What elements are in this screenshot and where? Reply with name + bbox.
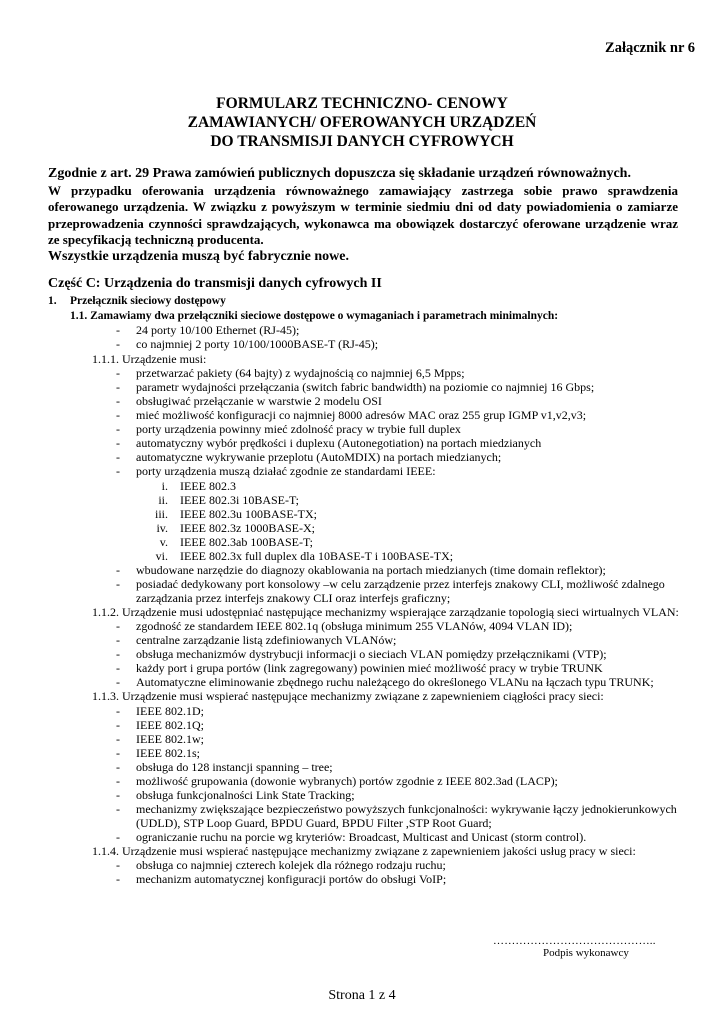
list-item: możliwość grupowania (dowonie wybranych) portów zgodnie z IEEE 802.3ad (LACP); [136,774,558,788]
item-number: 1. [48,295,57,307]
list-item: IEEE 802.3x full duplex dla 10BASE-T i 100BASE-TX; [180,549,454,563]
intro-verification-note: W przypadku oferowania urządzenia równoważnego zamawiający zastrzega sobie prawo sprawdzenia oferowanego urządzenia. W związku z powyższym w terminie siedmiu dni od daty powiadomienia o zamiarze przeprowadzenia czynności sprawdzających, wykonawca ma obowiązek dostarczyć oferowane urządzenie wraz ze specyfikacją techniczną producenta. [48,182,678,247]
bullet-dash: - [116,704,120,718]
list-item: obsługa mechanizmów dystrybucji informacji o sieciach VLAN pomiędzy przełącznikami (VTP); [136,647,607,661]
bullet-dash: - [116,746,120,760]
list-item: IEEE 802.1D; [136,704,204,718]
list-item: centralne zarządzanie listą zdefiniowanych VLANów; [136,633,397,647]
bullet-dash: - [116,774,120,788]
intro-new-devices-note: Wszystkie urządzenia muszą być fabrycznie nowe. [48,248,349,264]
bullet-dash: - [116,619,120,633]
list-item: parametr wydajności przełączania (switch fabric bandwidth) na poziomie co najmniej 16 Gbps; [136,380,595,394]
bullet-dash: - [116,732,120,746]
list-item: ograniczanie ruchu na porcie wg kryteriów: Broadcast, Multicast and Unicast (storm control). [136,830,587,844]
bullet-dash: - [116,788,120,802]
list-item: IEEE 802.3i 10BASE-T; [180,493,299,507]
list-item: obsługiwać przełączanie w warstwie 2 modelu OSI [136,394,382,408]
bullet-dash: - [116,830,120,844]
list-item: IEEE 802.3z 1000BASE-X; [180,521,315,535]
bullet-dash: - [116,872,120,886]
attachment-label: Załącznik nr 6 [605,40,695,56]
list-item: co najmniej 2 porty 10/100/1000BASE-T (RJ-45); [136,337,379,351]
item-heading: Przełącznik sieciowy dostępowy [70,295,226,307]
bullet-dash: - [116,337,120,351]
list-item: 24 porty 10/100 Ethernet (RJ-45); [136,323,300,337]
list-item: IEEE 802.1Q; [136,718,204,732]
subsection-heading: 1.1.2. Urządzenie musi udostępniać następujące mechanizmy wspierające zarządzanie topologią sieci wirtualnych VLAN: [92,605,679,619]
roman-number: vi. [155,549,168,563]
bullet-dash: - [116,436,120,450]
list-item-continuation: zarządzania przez interfejs znakowy CLI oraz interfejs graficzny; [136,591,451,605]
list-item: automatyczne wykrywanie przeplotu (AutoMDIX) na portach miedzianych; [136,450,502,464]
bullet-dash: - [116,408,120,422]
subsection-heading: 1.1.4. Urządzenie musi wspierać następujące mechanizmy związane z zapewnieniem jakości usług pracy w sieci: [92,844,636,858]
bullet-dash: - [116,802,120,816]
bullet-dash: - [116,633,120,647]
subsection-heading: 1.1.3. Urządzenie musi wspierać następujące mechanizmy związane z zapewnieniem ciągłości pracy sieci: [92,689,604,703]
list-item: automatyczny wybór prędkości i duplexu (Autonegotiation) na portach miedzianych [136,436,542,450]
bullet-dash: - [116,450,120,464]
list-item: porty urządzenia powinny mieć zdolność pracy w trybie full duplex [136,422,461,436]
bullet-dash: - [116,563,120,577]
bullet-dash: - [116,760,120,774]
page-number: Strona 1 z 4 [328,988,396,1003]
roman-number: iii. [154,507,168,521]
list-item: IEEE 802.3 [180,479,236,493]
signature-label: Podpis wykonawcy [543,947,629,959]
list-item: IEEE 802.1s; [136,746,200,760]
roman-number: ii. [158,493,168,507]
intro [48,166,678,265]
list-item: IEEE 802.1w; [136,732,204,746]
bullet-dash: - [116,366,120,380]
list-item: mieć możliwość konfiguracji co najmniej 8000 adresów MAC oraz 255 grup IGMP v1,v2,v3; [136,408,587,422]
bullet-dash: - [116,661,120,675]
roman-number: v. [159,535,168,549]
list-item: IEEE 802.3ab 100BASE-T; [180,535,313,549]
roman-number: iv. [156,521,168,535]
bullet-dash: - [116,577,120,591]
list-item: przetwarzać pakiety (64 bajty) z wydajnością co najmniej 6,5 Mpps; [136,366,465,380]
list-item: obsługa do 128 instancji spanning – tree; [136,760,333,774]
subitem-heading: 1.1. Zamawiamy dwa przełączniki sieciowe dostępowe o wymaganiach i parametrach minimalnych: [70,310,559,322]
bullet-dash: - [116,675,120,689]
subsection-heading: 1.1.1. Urządzenie musi: [92,352,207,366]
list-item: mechanizmy zwiększające bezpieczeństwo powyższych funkcjonalności: wykrywanie łączy jednokierunkowych [136,802,677,816]
bullet-dash: - [116,323,120,337]
title-line-1: FORMULARZ TECHNICZNO- CENOWY [216,95,508,112]
intro-equivalent-note: Zgodnie z art. 29 Prawa zamówień publicznych dopuszcza się składanie urządzeń równoważnych. [48,166,631,181]
list-item: obsługa funkcjonalności Link State Tracking; [136,788,355,802]
bullet-dash: - [116,380,120,394]
list-item-continuation: (UDLD), STP Loop Guard, BPDU Guard, BPDU Filter ,STP Root Guard; [136,816,492,830]
bullet-dash: - [116,647,120,661]
bullet-dash: - [116,718,120,732]
signature-line: …………………………………….. [493,935,656,947]
bullet-dash: - [116,394,120,408]
list-item: Automatyczne eliminowanie zbędnego ruchu należącego do określonego VLANu na łączach typu TRUNK; [136,675,654,689]
list-item: każdy port i grupa portów (link zagregowany) powinien mieć możliwość pracy w trybie TRUNK [136,661,603,675]
title-line-2: ZAMAWIANYCH/ OFEROWANYCH URZĄDZEŃ [187,114,537,131]
roman-number: i. [161,479,168,493]
list-item: IEEE 802.3u 100BASE-TX; [180,507,317,521]
list-item: porty urządzenia muszą działać zgodnie ze standardami IEEE: [136,464,436,478]
list-item: mechanizm automatycznej konfiguracji portów do obsługi VoIP; [136,872,447,886]
section-title: Część C: Urządzenia do transmisji danych cyfrowych II [48,276,382,291]
list-item: obsługa co najmniej czterech kolejek dla różnego rodzaju ruchu; [136,858,446,872]
list-item: wbudowane narzędzie do diagnozy okablowania na portach miedzianych (time domain reflektor); [136,563,606,577]
bullet-dash: - [116,422,120,436]
title-line-3: DO TRANSMISJI DANYCH CYFROWYCH [210,133,514,150]
bullet-dash: - [116,858,120,872]
list-item: zgodność ze standardem IEEE 802.1q (obsługa minimum 255 VLANów, 4094 VLAN ID); [136,619,573,633]
bullet-dash: - [116,464,120,478]
list-item: posiadać dedykowany port konsolowy –w celu zarządzenie przez interfejs znakowy CLI, możliwość zdalnego [136,577,665,591]
